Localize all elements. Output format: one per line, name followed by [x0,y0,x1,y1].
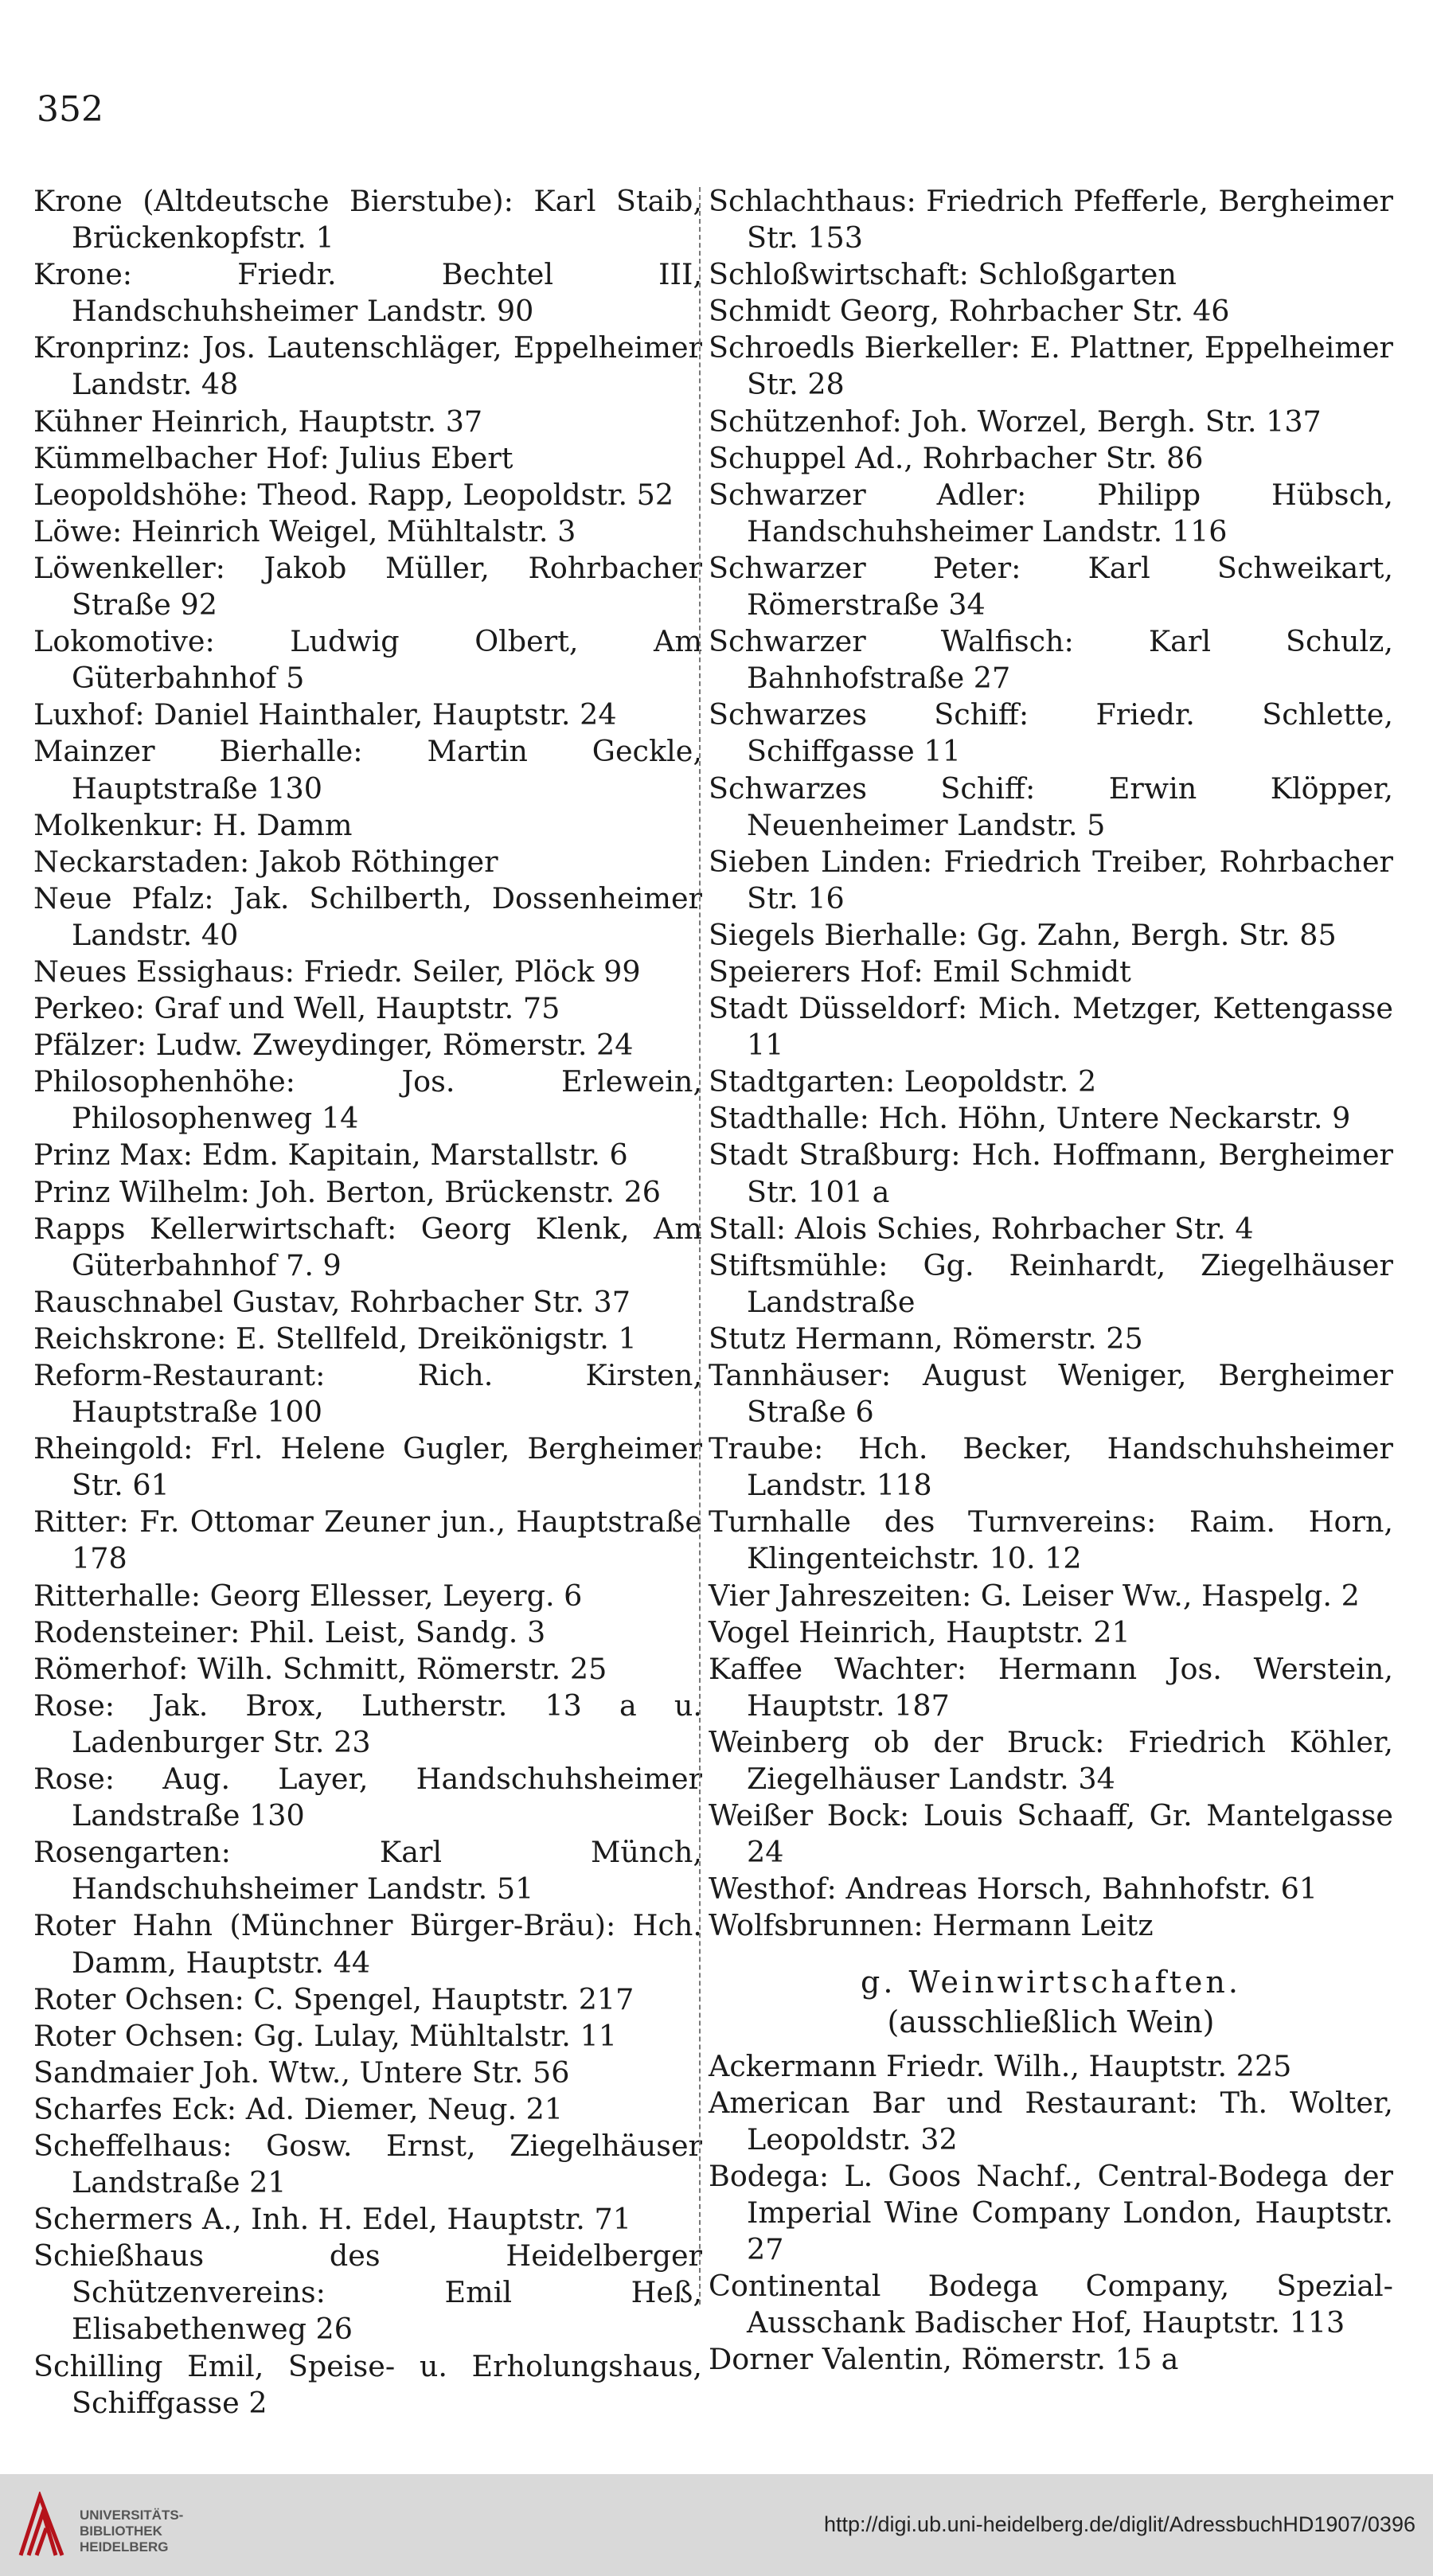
directory-entry: Schwarzer Walfisch: Karl Schulz, Bahnhofstraße 27 [709,624,1393,696]
directory-entry: Continental Bodega Company, Spezial-Ausschank Badischer Hof, Hauptstr. 113 [709,2269,1393,2340]
directory-entry: Stall: Alois Schies, Rohrbacher Str. 4 [709,1211,1254,1246]
directory-entry: Neckarstaden: Jakob Röthinger [33,844,498,879]
directory-entry: Molkenkur: H. Damm [33,807,353,842]
directory-entry: Roter Ochsen: Gg. Lulay, Mühltalstr. 11 [33,2018,617,2053]
directory-entry: Turnhalle des Turnvereins: Raim. Horn, Klingenteichstr. 10. 12 [709,1505,1393,1576]
directory-entry: Ackermann Friedr. Wilh., Hauptstr. 225 [709,2048,1292,2083]
directory-entry: Neues Essighaus: Friedr. Seiler, Plöck 99 [33,954,641,989]
directory-entry: Kühner Heinrich, Hauptstr. 37 [33,404,483,439]
left-column [33,183,702,2422]
directory-entry: Roter Ochsen: C. Spengel, Hauptstr. 217 [33,1981,635,2016]
directory-entry: Scheffelhaus: Gosw. Ernst, Ziegelhäuser Landstraße 21 [33,2128,702,2200]
directory-entry: Stadt Straßburg: Hch. Hoffmann, Bergheimer Str. 101 a [709,1138,1393,1209]
library-logo[interactable] [16,2492,191,2563]
directory-entry: Scharfes Eck: Ad. Diemer, Neug. 21 [33,2091,564,2126]
directory-entry: Traube: Hch. Becker, Handschuhsheimer Landstr. 118 [709,1431,1393,1503]
directory-entry: Kümmelbacher Hof: Julius Ebert [33,440,513,475]
directory-entry: Leopoldshöhe: Theod. Rapp, Leopoldstr. 52 [33,477,674,512]
directory-entry: Kaffee Wachter: Hermann Jos. Werstein, Hauptstr. 187 [709,1651,1393,1723]
directory-entry: Rose: Aug. Layer, Handschuhsheimer Landstraße 130 [33,1762,702,1833]
directory-entry: Ritterhalle: Georg Ellesser, Leyerg. 6 [33,1578,583,1613]
directory-entry: Rodensteiner: Phil. Leist, Sandg. 3 [33,1614,546,1649]
directory-entry: Stadthalle: Hch. Höhn, Untere Neckarstr. 9 [709,1101,1351,1136]
directory-entry: Mainzer Bierhalle: Martin Geckle, Hauptstraße 130 [33,734,702,806]
directory-entry: American Bar und Restaurant: Th. Wolter, Leopoldstr. 32 [709,2085,1393,2156]
directory-entry: Weinberg ob der Bruck: Friedrich Köhler, Ziegelhäuser Landstr. 34 [709,1724,1393,1797]
directory-entry: Vier Jahreszeiten: G. Leiser Ww., Haspelg. 2 [709,1578,1360,1613]
directory-entry: Löwenkeller: Jakob Müller, Rohrbacher Straße 92 [33,550,702,623]
directory-entry: Schuppel Ad., Rohrbacher Str. 86 [709,440,1204,475]
directory-entry: Lokomotive: Ludwig Olbert, Am Güterbahnhof 5 [33,624,702,696]
directory-entry: Speierers Hof: Emil Schmidt [709,954,1131,989]
directory-entry: Stutz Hermann, Römerstr. 25 [709,1321,1143,1356]
library-name-line: BIBLIOTHEK [80,2523,162,2539]
page-number: 352 [37,89,103,130]
directory-entry: Reform-Restaurant: Rich. Kirsten, Hauptstraße 100 [33,1358,702,1430]
directory-entry: Schermers A., Inh. H. Edel, Hauptstr. 71 [33,2202,631,2237]
directory-entry: Schwarzes Schiff: Erwin Klöpper, Neuenheimer Landstr. 5 [709,771,1393,842]
directory-entry: Rosengarten: Karl Münch, Handschuhsheimer Landstr. 51 [33,1835,702,1907]
directory-entry: Vogel Heinrich, Hauptstr. 21 [709,1614,1130,1649]
directory-entry: Schützenhof: Joh. Worzel, Bergh. Str. 137 [709,404,1322,439]
directory-entry: Siegels Bierhalle: Gg. Zahn, Bergh. Str. 85 [709,917,1337,952]
library-emblem-icon [16,2492,67,2558]
directory-entry: Stiftsmühle: Gg. Reinhardt, Ziegelhäuser Landstraße [709,1247,1393,1319]
directory-entry: Weißer Bock: Louis Schaaff, Gr. Mantelgasse 24 [709,1798,1393,1870]
directory-entry: Stadt Düsseldorf: Mich. Metzger, Kettengasse 11 [709,991,1393,1063]
directory-entry: Sandmaier Joh. Wtw., Untere Str. 56 [33,2055,570,2090]
directory-entry: Reichskrone: E. Stellfeld, Dreikönigstr. 1 [33,1321,637,1356]
directory-entry: Luxhof: Daniel Hainthaler, Hauptstr. 24 [33,697,617,732]
right-column-bottom [709,2048,1393,2379]
library-name [80,2508,183,2555]
directory-entry: Rose: Jak. Brox, Lutherstr. 13 a u. Ladenburger Str. 23 [33,1688,702,1759]
directory-entry: Philosophenhöhe: Jos. Erlewein, Philosophenweg 14 [33,1064,702,1136]
directory-entry: Rauschnabel Gustav, Rohrbacher Str. 37 [33,1284,631,1319]
directory-entry: Perkeo: Graf und Well, Hauptstr. 75 [33,991,560,1026]
directory-entry: Prinz Wilhelm: Joh. Berton, Brückenstr. 26 [33,1174,662,1209]
directory-entry: Schwarzer Peter: Karl Schweikart, Römerstraße 34 [709,550,1393,623]
directory-entry: Schlachthaus: Friedrich Pfefferle, Bergheimer Str. 153 [709,184,1393,256]
directory-entry: Tannhäuser: August Weniger, Bergheimer Straße 6 [709,1358,1393,1430]
directory-entry: Wolfsbrunnen: Hermann Leitz [709,1908,1154,1943]
directory-entry: Rheingold: Frl. Helene Gugler, Bergheimer Str. 61 [33,1431,702,1503]
directory-entry: Kronprinz: Jos. Lautenschläger, Eppelheimer Landstr. 48 [33,330,702,402]
source-url-link[interactable]: http://digi.ub.uni-heidelberg.de/diglit/AdressbuchHD1907/0396 [823,2512,1415,2536]
directory-entry: Roter Hahn (Münchner Bürger-Bräu): Hch. Damm, Hauptstr. 44 [33,1908,702,1980]
library-name-line: UNIVERSITÄTS- [80,2508,184,2523]
directory-entry: Schmidt Georg, Rohrbacher Str. 46 [709,294,1230,329]
right-column-top [709,183,1393,1945]
library-name-line: HEIDELBERG [80,2539,169,2555]
directory-entry: Schwarzes Schiff: Friedr. Schlette, Schiffgasse 11 [709,697,1393,769]
footer-bar [0,2474,1433,2576]
directory-entry: Schroedls Bierkeller: E. Plattner, Eppelheimer Str. 28 [709,330,1393,402]
section-subtitle: (ausschließlich Wein) [887,2004,1215,2039]
right-column [709,183,1393,2379]
directory-entry: Westhof: Andreas Horsch, Bahnhofstr. 61 [709,1872,1318,1907]
directory-entry: Ritter: Fr. Ottomar Zeuner jun., Hauptstraße 178 [33,1505,702,1576]
directory-entry: Schilling Emil, Speise- u. Erholungshaus, Schiffgasse 2 [33,2348,702,2420]
directory-entry: Krone (Altdeutsche Bierstube): Karl Staib, Brückenkopfstr. 1 [33,184,702,256]
column-divider [699,187,701,2305]
directory-entry: Schwarzer Adler: Philipp Hübsch, Handschuhsheimer Landstr. 116 [709,477,1393,548]
directory-entry: Prinz Max: Edm. Kapitain, Marstallstr. 6 [33,1138,628,1173]
directory-entry: Sieben Linden: Friedrich Treiber, Rohrbacher Str. 16 [709,844,1393,915]
directory-entry: Neue Pfalz: Jak. Schilberth, Dossenheimer Landstr. 40 [33,880,702,952]
directory-entry: Bodega: L. Goos Nachf., Central-Bodega der Imperial Wine Company London, Hauptstr. 27 [709,2158,1393,2267]
directory-entry: Dorner Valentin, Römerstr. 15 a [709,2342,1179,2377]
directory-entry: Schießhaus des Heidelberger Schützenvereins: Emil Heß, Elisabethenweg 26 [33,2238,702,2347]
directory-entry: Pfälzer: Ludw. Zweydinger, Römerstr. 24 [33,1028,634,1063]
directory-entry: Schloßwirtschaft: Schloßgarten [709,257,1177,292]
directory-entry: Rapps Kellerwirtschaft: Georg Klenk, Am Güterbahnhof 7. 9 [33,1211,702,1282]
section-title: g. Weinwirtschaften. [861,1964,1241,2000]
directory-entry: Römerhof: Wilh. Schmitt, Römerstr. 25 [33,1651,607,1686]
directory-entry: Krone: Friedr. Bechtel III, Handschuhsheimer Landstr. 90 [33,257,702,329]
directory-entry: Löwe: Heinrich Weigel, Mühltalstr. 3 [33,513,576,548]
directory-entry: Stadtgarten: Leopoldstr. 2 [709,1064,1097,1099]
